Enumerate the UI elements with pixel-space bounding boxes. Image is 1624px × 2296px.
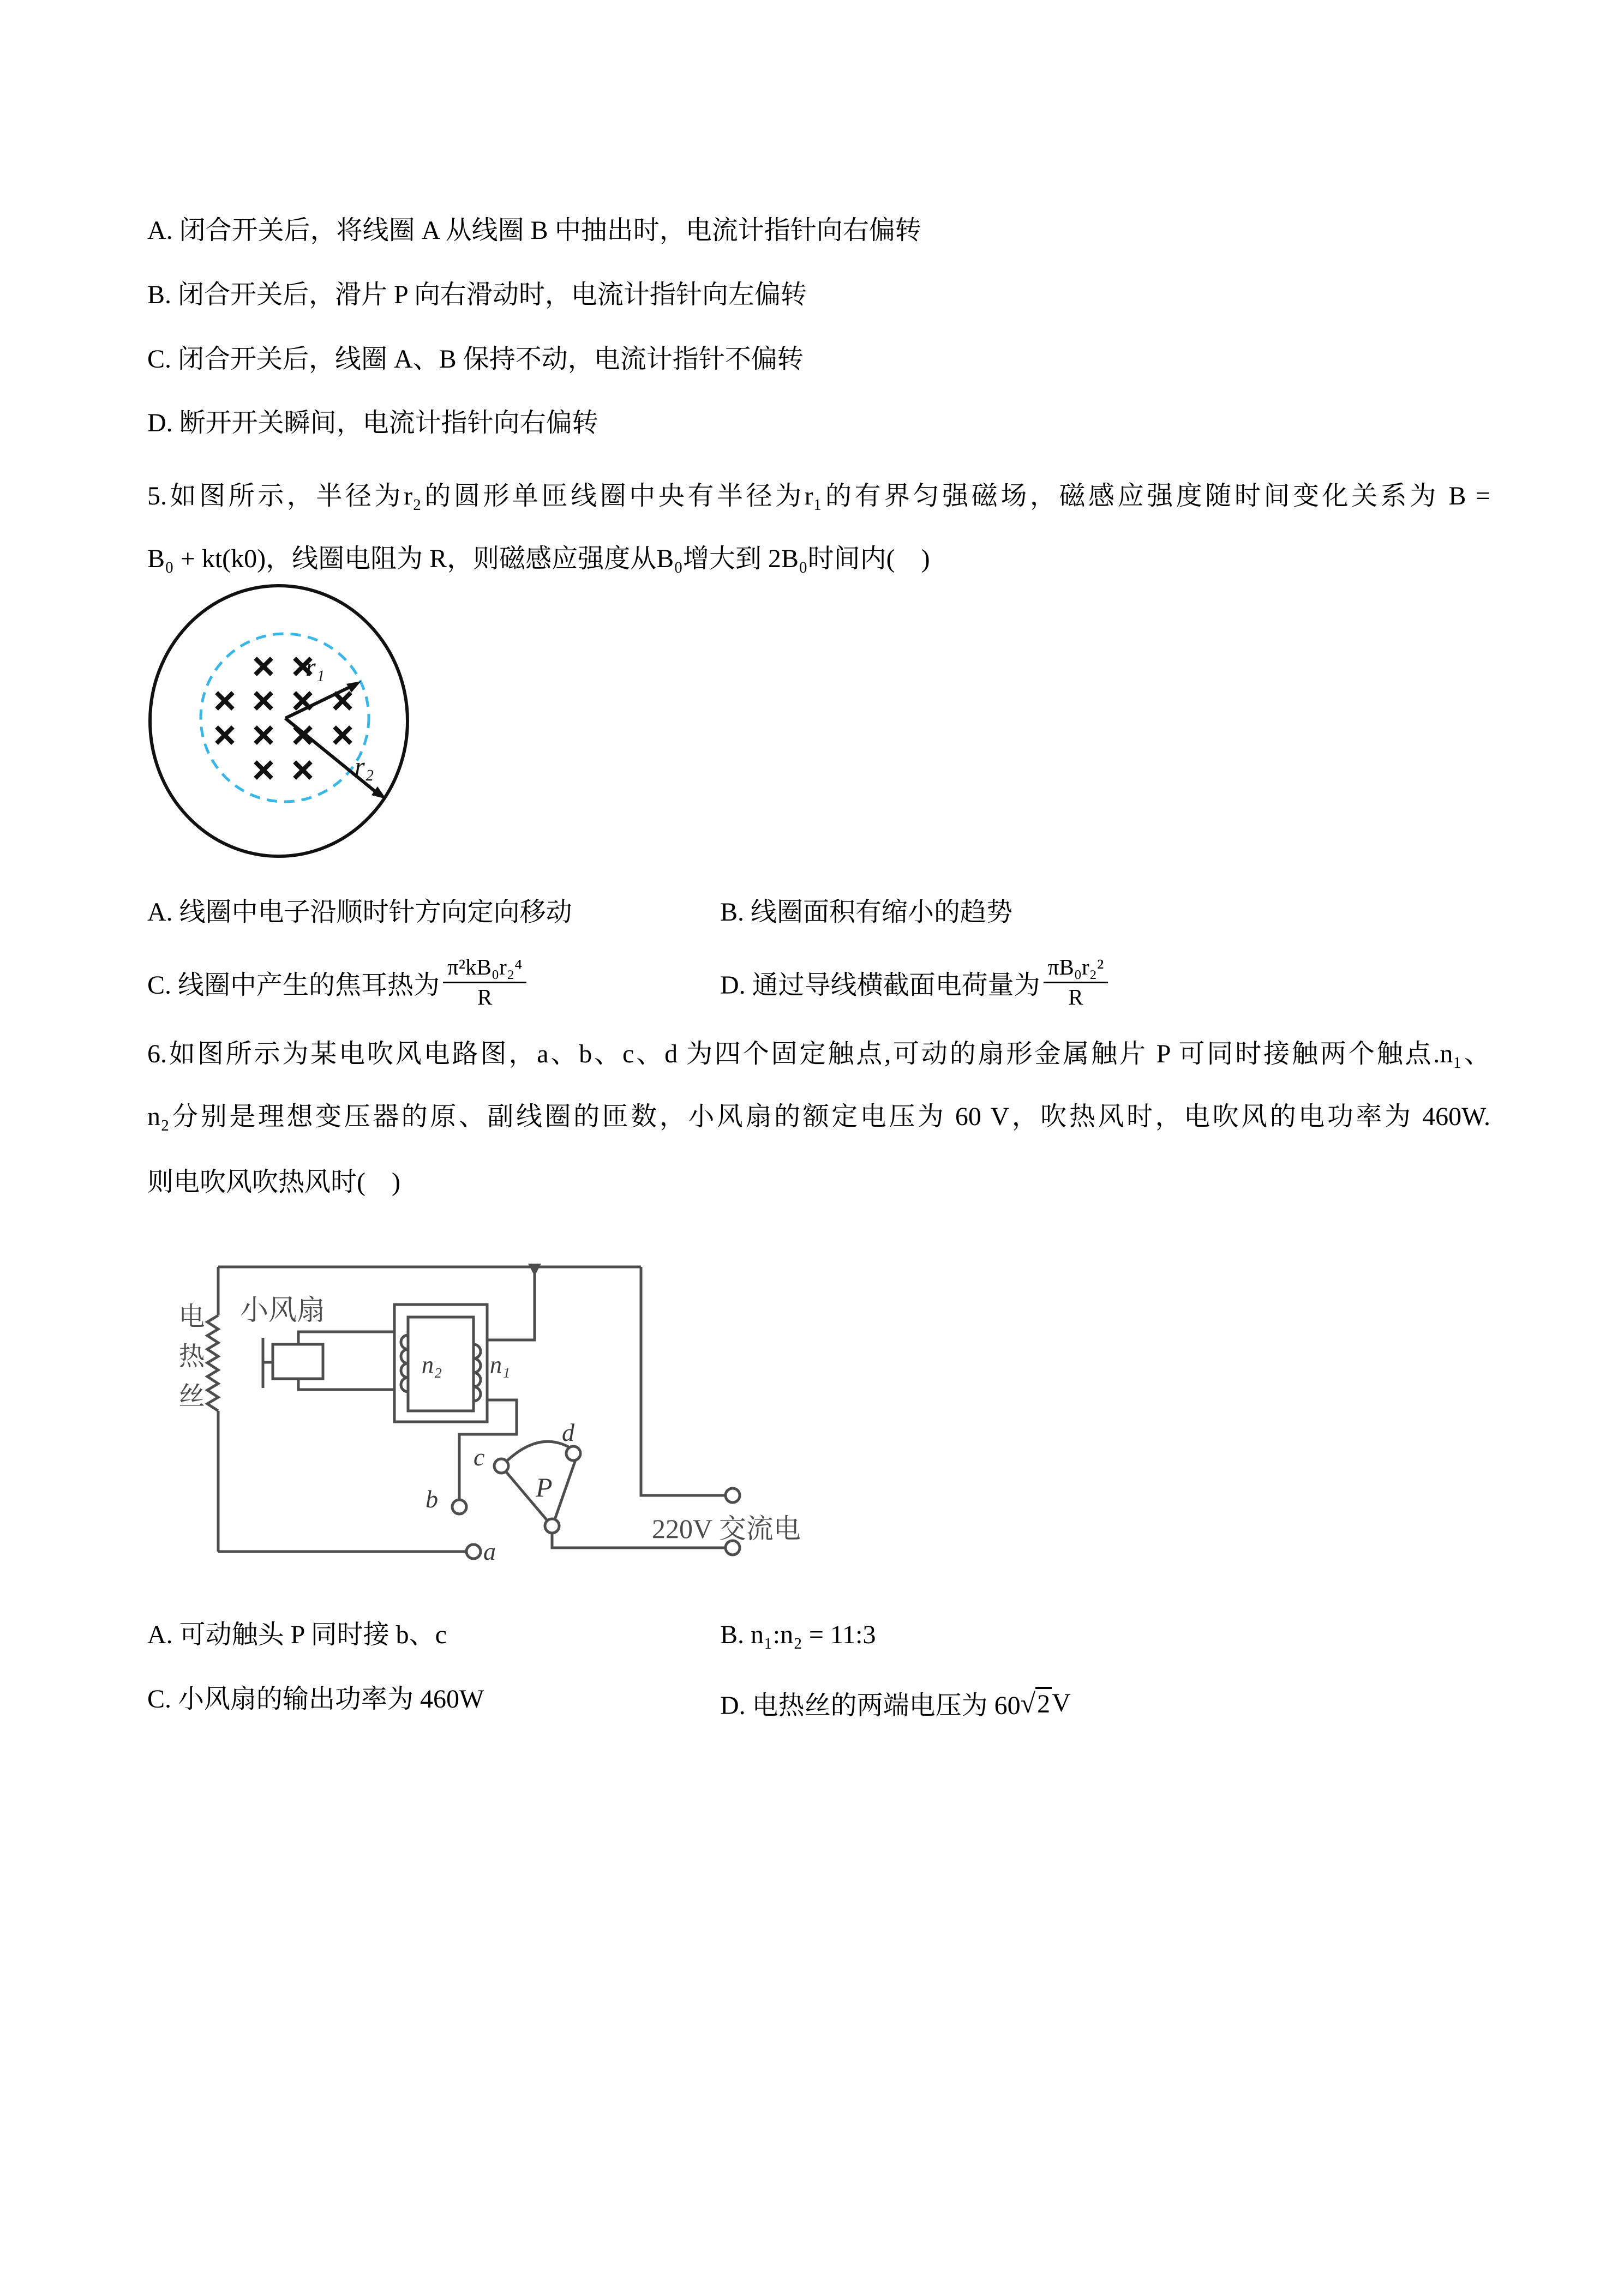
fan-label: 小风扇 bbox=[240, 1295, 326, 1326]
q5-option-c bbox=[147, 955, 526, 1009]
contact-d-label: d bbox=[562, 1419, 574, 1446]
q5-option-c-text: C. 线圈中产生的焦耳热为 bbox=[147, 970, 440, 1000]
q6-option-c: C. 小风扇的输出功率为 460W bbox=[147, 1685, 484, 1714]
q5-option-b: B. 线圈面积有缩小的趋势 bbox=[720, 898, 1013, 927]
q4-option-a: A. 闭合开关后，将线圈 A 从线圈 B 中抽出时，电流计指针向右偏转 bbox=[147, 216, 921, 245]
cross-icon bbox=[217, 693, 233, 709]
r2-label: r₂ bbox=[355, 752, 374, 781]
wiper-pivot bbox=[545, 1519, 559, 1533]
arrowhead-icon bbox=[346, 681, 361, 693]
q6-stem-line2: n₂分别是理想变压器的原、副线圈的匝数，小风扇的额定电压为 60 V，吹热风时，电吹风的电功率为 460W. bbox=[147, 1102, 1490, 1131]
q6-option-d-unit: V bbox=[1052, 1688, 1071, 1717]
cross-icon bbox=[334, 727, 351, 743]
field-boundary-dashed-circle bbox=[201, 634, 369, 802]
sqrt-argument: 2 bbox=[1035, 1687, 1052, 1719]
sqrt-icon: √ bbox=[1020, 1687, 1036, 1718]
q5-option-c-fraction bbox=[443, 955, 526, 1009]
wiper-p-label: P bbox=[536, 1472, 553, 1502]
contact-c-label: c bbox=[474, 1443, 485, 1471]
heater-label: 电热丝 bbox=[175, 1302, 203, 1422]
coil-field-diagram bbox=[142, 579, 416, 861]
cross-icon bbox=[255, 762, 272, 778]
cross-icon bbox=[255, 727, 272, 743]
q6-option-b: B. n₁:n₂ = 11:3 bbox=[720, 1620, 876, 1649]
fan-symbol bbox=[263, 1338, 323, 1388]
q5-stem-line1: 5.如图所示，半径为r₂的圆形单匝线圈中央有半径为r₁的有界匀强磁场，磁感应强度随时间变化关系为 B = bbox=[147, 482, 1490, 510]
q4-option-d: D. 断开开关瞬间，电流计指针向右偏转 bbox=[147, 408, 598, 437]
q5-option-d-text: D. 通过导线横截面电荷量为 bbox=[720, 970, 1040, 1000]
heater-resistor-zigzag bbox=[207, 1315, 218, 1411]
fraction-denominator: R bbox=[477, 984, 493, 1010]
n1-label: n₁ bbox=[490, 1351, 511, 1378]
source-voltage-label: 220V 交流电 bbox=[652, 1513, 801, 1544]
contact-a-terminal bbox=[466, 1544, 481, 1559]
r1-radius-arrow bbox=[285, 681, 361, 718]
q6-option-d-text: D. 电热丝的两端电压为 60 bbox=[720, 1691, 1021, 1720]
cross-icon bbox=[217, 727, 233, 743]
n2-label: n₂ bbox=[422, 1351, 442, 1378]
fan-wires bbox=[298, 1332, 394, 1390]
primary-top-wire bbox=[487, 1267, 535, 1340]
contact-a-label: a bbox=[483, 1537, 496, 1565]
q6-stem-line1: 6.如图所示为某电吹风电路图，a、b、c、d 为四个固定触点,可动的扇形金属触片 P 可同时接触两个触点.n₁、 bbox=[147, 1039, 1490, 1068]
r1-label: r₁ bbox=[305, 653, 325, 682]
q4-option-c: C. 闭合开关后，线圈 A、B 保持不动，电流计指针不偏转 bbox=[147, 345, 804, 374]
cross-icon bbox=[255, 658, 272, 675]
q6-stem-line3: 则电吹风吹热风时( ) bbox=[147, 1168, 400, 1197]
cross-icon bbox=[255, 693, 272, 709]
q5-stem-line2: B₀ + kt(k0)，线圈电阻为 R，则磁感应强度从B₀增大到 2B₀时间内( ) bbox=[147, 544, 930, 573]
source-terminal-upper bbox=[726, 1488, 740, 1502]
q5-option-d bbox=[720, 955, 1108, 1009]
cross-icon bbox=[295, 762, 311, 778]
q6-option-d bbox=[720, 1684, 1071, 1722]
contact-b-terminal bbox=[452, 1500, 466, 1514]
right-wire bbox=[641, 1267, 726, 1495]
q5-option-d-fraction bbox=[1044, 955, 1108, 1009]
junction-arrow-icon bbox=[528, 1264, 541, 1276]
field-into-page-crosses bbox=[217, 658, 351, 778]
fraction-denominator: R bbox=[1068, 984, 1083, 1010]
q4-option-b: B. 闭合开关后，滑片 P 向右滑动时，电流计指针向左偏转 bbox=[147, 280, 807, 309]
q6-option-a: A. 可动触头 P 同时接 b、c bbox=[147, 1620, 447, 1649]
fraction-numerator: π²kB₀r₂⁴ bbox=[443, 955, 526, 983]
contact-b-label: b bbox=[426, 1485, 438, 1513]
contact-d-terminal bbox=[566, 1446, 580, 1460]
q5-option-a: A. 线圈中电子沿顺时针方向定向移动 bbox=[147, 898, 572, 927]
fraction-numerator: πB₀r₂² bbox=[1044, 955, 1108, 983]
